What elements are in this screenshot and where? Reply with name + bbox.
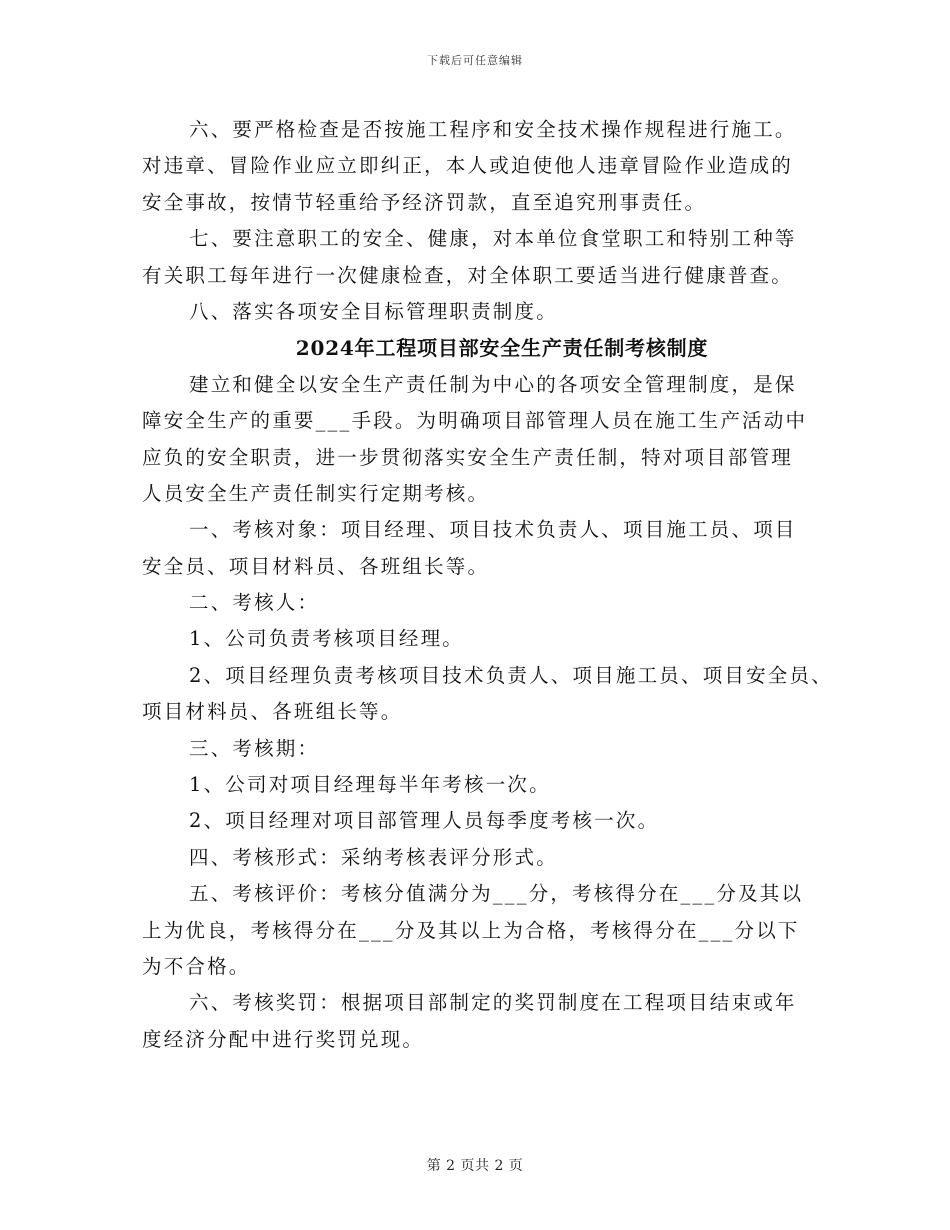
paragraph-line: 人员安全生产责任制实行定期考核。 — [142, 481, 490, 505]
paragraph-line: 四、考核形式：采纳考核表评分形式。 — [189, 845, 558, 869]
paragraph-line: 一、考核对象：项目经理、项目技术负责人、项目施工员、项目 — [189, 518, 797, 542]
paragraph-line: 三、考核期： — [189, 736, 320, 760]
page-header-note: 下载后可任意编辑 — [427, 54, 523, 67]
paragraph-line: 为不合格。 — [142, 954, 251, 978]
paragraph-line: 七、要注意职工的安全、健康，对本单位食堂职工和特别工种等 — [189, 227, 797, 251]
paragraph-line: 障安全生产的重要___手段。为明确项目部管理人员在施工生产活动中 — [142, 409, 808, 433]
page-number-footer: 第 2 页共 2 页 — [426, 1158, 524, 1174]
paragraph-line: 八、落实各项安全目标管理职责制度。 — [189, 299, 558, 323]
paragraph-line: 二、考核人： — [189, 591, 320, 615]
paragraph-line: 六、要严格检查是否按施工程序和安全技术操作规程进行施工。 — [189, 118, 797, 141]
paragraph-line: 六、考核奖罚：根据项目部制定的奖罚制度在工程项目结束或年 — [189, 991, 797, 1015]
paragraph-line: 安全事故，按情节轻重给予经济罚款，直至追究刑事责任。 — [142, 190, 707, 214]
paragraph-line: 度经济分配中进行奖罚兑现。 — [142, 1027, 425, 1051]
paragraph-line: 五、考核评价：考核分值满分为___分，考核得分在___分及其以 — [189, 882, 804, 906]
document-body — [142, 112, 833, 1058]
paragraph-line: 建立和健全以安全生产责任制为中心的各项安全管理制度，是保 — [189, 372, 797, 396]
paragraph-line: 对违章、冒险作业应立即纠正，本人或迫使他人违章冒险作业造成的 — [142, 154, 794, 178]
paragraph-line: 1、公司对项目经理每半年考核一次。 — [189, 773, 551, 797]
paragraph-line: 安全员、项目材料员、各班组长等。 — [142, 554, 490, 578]
paragraph-line: 上为优良，考核得分在___分及其以上为合格，考核得分在___分以下 — [142, 918, 800, 942]
section-title: 2024年工程项目部安全生产责任制考核制度 — [295, 336, 709, 361]
paragraph-line: 应负的安全职责，进一步贯彻落实安全生产责任制，特对项目部管理 — [142, 445, 794, 469]
paragraph-line: 有关职工每年进行一次健康检查，对全体职工要适当进行健康普查。 — [142, 263, 794, 287]
paragraph-line: 2、项目经理负责考核项目技术负责人、项目施工员、项目安全员、 — [189, 663, 833, 687]
paragraph-line: 1、公司负责考核项目经理。 — [189, 627, 465, 651]
paragraph-line: 项目材料员、各班组长等。 — [142, 700, 403, 724]
paragraph-line: 2、项目经理对项目部管理人员每季度考核一次。 — [189, 809, 660, 833]
